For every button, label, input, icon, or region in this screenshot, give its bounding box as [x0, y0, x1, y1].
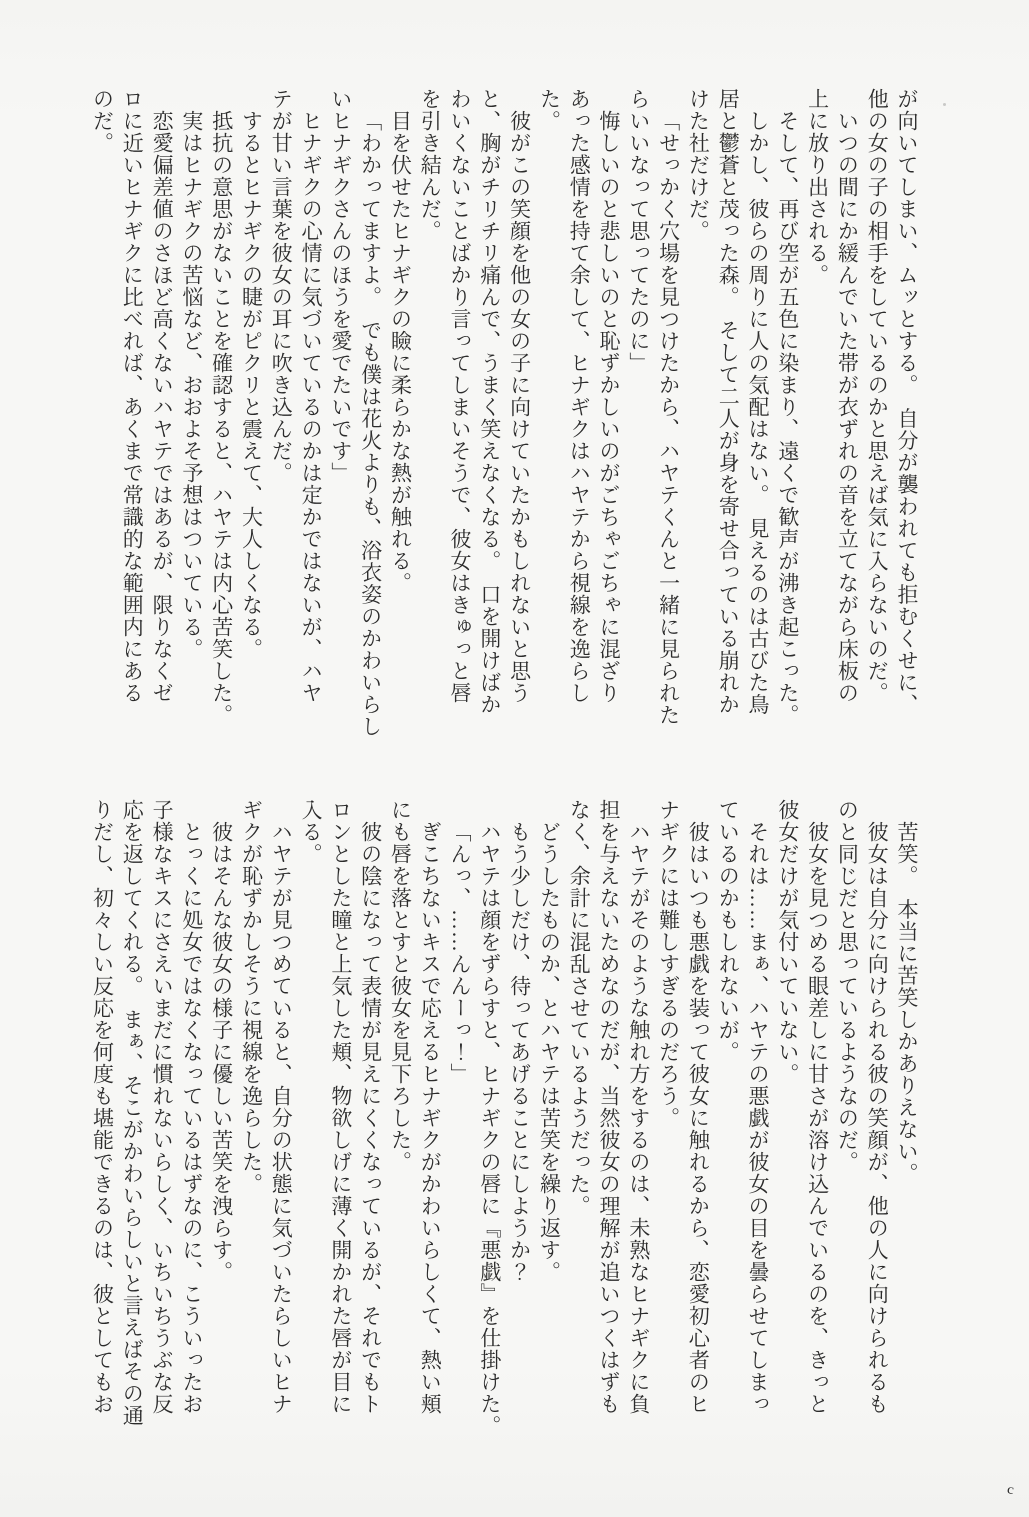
- text-line: りだし、初々しい反応を何度も堪能できるのは、彼としてもお: [90, 799, 115, 1415]
- text-line: 居と鬱蒼と茂った森。 そして二人が身を寄せ合っている崩れか: [716, 88, 741, 716]
- text-line: 彼女を見つめる眼差しに甘さが溶け込んでいるのを、きっと: [805, 821, 830, 1415]
- text-line: とっくに処女ではなくなっているはずなのに、こういったお: [179, 821, 204, 1415]
- text-line: ハヤテは顔をずらすと、ヒナギクの唇に『悪戯』を仕掛けた。: [477, 821, 502, 1437]
- text-line: 彼はそんな彼女の様子に優しい苦笑を洩らす。: [209, 821, 234, 1283]
- text-line: 「せっかく穴場を見つけたから、ハヤテくんと一緒に見られた: [656, 110, 681, 726]
- text-line: ロに近いヒナギクに比べれば、あくまで常識的な範囲内にある: [120, 88, 145, 704]
- text-line: いヒナギクさんのほうを愛でたいです」: [328, 88, 353, 484]
- text-line: にも唇を落とすと彼女を見下ろした。: [388, 799, 413, 1173]
- text-line: 彼がこの笑顔を他の女の子に向けていたかもしれないと思う: [507, 110, 532, 704]
- text-line: 彼女だけが気付いていない。: [775, 799, 800, 1085]
- text-line: もう少しだけ、待ってあげることにしようか？: [507, 821, 532, 1283]
- text-line: それは……まぁ、ハヤテの悪戯が彼女の目を曇らせてしまっ: [746, 821, 771, 1415]
- text-line: 彼の陰になって表情が見えにくくなっているが、それでもト: [358, 821, 383, 1415]
- text-line: 彼女は自分に向けられる彼の笑顔が、他の人に向けられるも: [865, 821, 890, 1415]
- text-line: ギクが恥ずかしそうに視線を逸らした。: [239, 799, 264, 1195]
- text-line: 応を返してくれる。 まぁ、そこがかわいらしいと言えばその通: [120, 799, 145, 1427]
- text-line: 他の女の子の相手をしているのかと思えば気に入らないのだ。: [865, 88, 890, 704]
- top-text-block: [85, 88, 921, 748]
- text-line: そして、再び空が五色に染まり、遠くで歓声が沸き起こった。: [775, 110, 800, 726]
- page-number-partial: c: [1006, 1482, 1015, 1498]
- text-line: 「んっ、……んんーっ！」: [448, 821, 473, 1085]
- text-line: ぎこちないキスで応えるヒナギクがかわいらしくて、熱い頬: [418, 821, 443, 1415]
- text-line: しかし、彼らの周りに人の気配はない。 見えるのは古びた鳥: [746, 110, 771, 716]
- text-line: を引き結んだ。: [418, 88, 443, 242]
- text-line: 「わかってますよ。 でも僕は花火よりも、浴衣姿のかわいらし: [358, 110, 383, 738]
- text-line: ナギクには難しすぎるのだろう。: [656, 799, 681, 1129]
- text-line: テが甘い言葉を彼女の耳に吹き込んだ。: [269, 88, 294, 484]
- text-line: ているのかもしれないが。: [716, 799, 741, 1063]
- text-line: わいくないことばかり言ってしまいそうで、彼女はきゅっと唇: [448, 88, 473, 704]
- text-line: ロンとした瞳と上気した頬、物欲しげに薄く開かれた唇が目に: [328, 799, 353, 1415]
- text-line: どうしたものか、とハヤテは苦笑を繰り返す。: [537, 821, 562, 1283]
- text-line: 苦笑。 本当に苦笑しかありえない。: [895, 821, 919, 1185]
- bottom-text-block: [85, 799, 921, 1461]
- text-line: けた社だけだ。: [686, 88, 711, 242]
- text-line: ハヤテが見つめていると、自分の状態に気づいたらしいヒナ: [269, 821, 294, 1415]
- text-line: らいいなって思ってたのに」: [626, 88, 651, 374]
- text-line: た。: [537, 88, 562, 132]
- text-line: が向いてしまい、ムッとする。 自分が襲われても拒むくせに、: [895, 88, 919, 716]
- text-line: 抵抗の意思がないことを確認すると、ハヤテは内心苦笑した。: [209, 110, 234, 726]
- text-line: 実はヒナギクの苦悩など、おおよそ予想はついている。: [179, 110, 204, 660]
- text-line: 目を伏せたヒナギクの瞼に柔らかな熱が触れる。: [388, 110, 413, 594]
- scan-speck: [943, 103, 946, 106]
- text-line: 恋愛偏差値のさほど高くないハヤテではあるが、限りなくゼ: [150, 110, 175, 704]
- text-line: のと同じだと思っているようなのだ。: [835, 799, 860, 1173]
- text-line: するとヒナギクの睫がピクリと震えて、大人しくなる。: [239, 110, 264, 660]
- text-line: 悔しいのと悲しいのと恥ずかしいのがごちゃごちゃに混ざり: [597, 110, 622, 704]
- text-line: いつの間にか緩んでいた帯が衣ずれの音を立てながら床板の: [835, 110, 860, 704]
- text-line: あった感情を持て余して、ヒナギクはハヤテから視線を逸らし: [567, 88, 592, 704]
- text-line: 彼はいつも悪戯を装って彼女に触れるから、恋愛初心者のヒ: [686, 821, 711, 1415]
- text-line: なく、余計に混乱させているようだった。: [567, 799, 592, 1217]
- text-line: 子様なキスにさえいまだに慣れないらしく、いちいちうぶな反: [150, 799, 175, 1415]
- text-line: ハヤテがそのような触れ方をするのは、未熟なヒナギクに負: [626, 821, 651, 1415]
- text-line: 上に放り出される。: [805, 88, 830, 286]
- text-line: 入る。: [299, 799, 324, 865]
- text-line: ヒナギクの心情に気づいているのかは定かではないが、ハヤ: [299, 110, 324, 704]
- text-line: と、胸がチリチリ痛んで、うまく笑えなくなる。 口を開けばか: [477, 88, 502, 716]
- text-line: のだ。: [90, 88, 115, 154]
- text-line: 担を与えないためなのだが、当然彼女の理解が追いつくはずも: [597, 799, 622, 1415]
